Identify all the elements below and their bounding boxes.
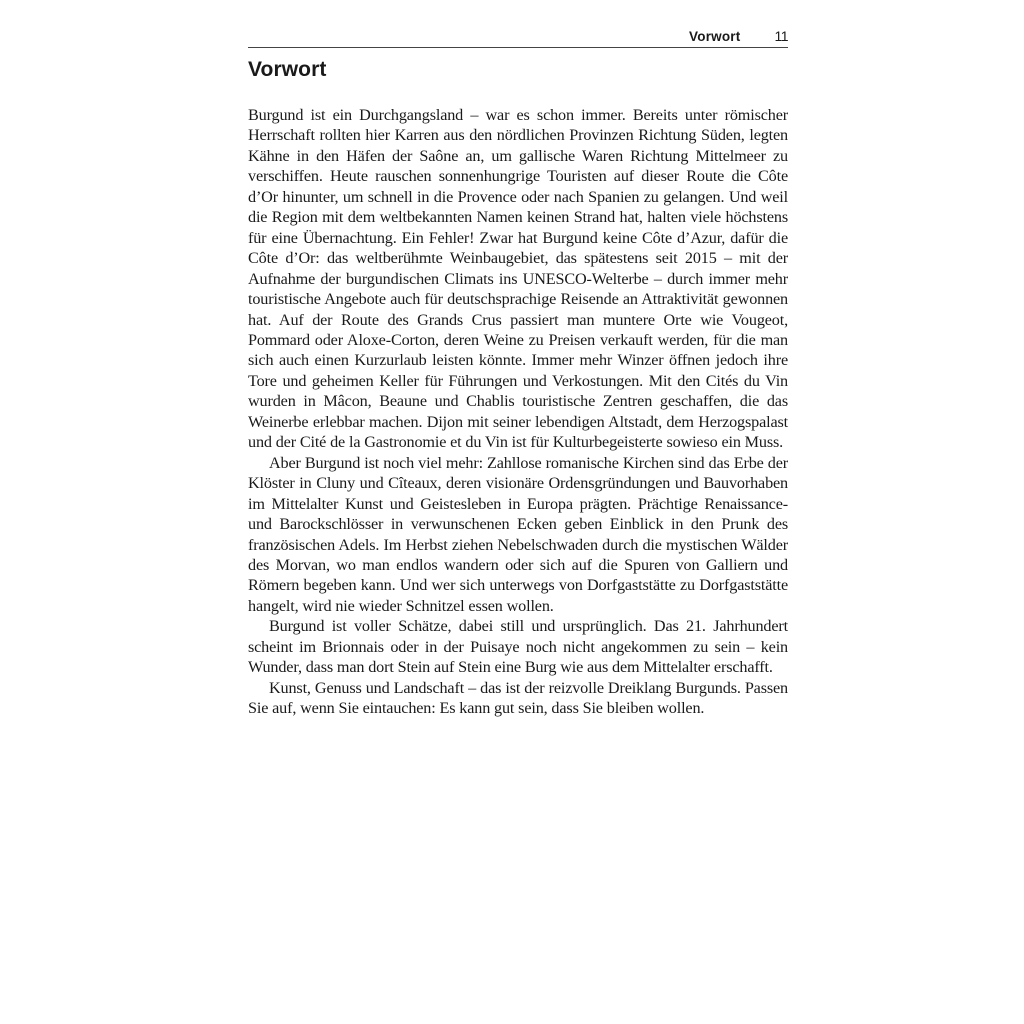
paragraph-1: Burgund ist ein Durchgangsland – war es schon immer. Bereits unter römischer Herrschaft rollten hier Karren aus den nördlichen Provinzen Richtung Süden, legten Kähne in den Häfen der Saône an, um gallische Waren Richtung Mittelmeer zu verschiffen. Heute rauschen sonnenhungrige Touristen auf dieser Route die Côte d’Or hinunter, um schnell in die Provence oder nach Spanien zu gelangen. Und weil die Region mit dem weltbekannten Namen keinen Strand hat, halten viele höchstens für eine Übernachtung. Ein Fehler! Zwar hat Burgund keine Côte d’Azur, dafür die Côte d’Or: das weltberühmte Weinbaugebiet, das spätestens seit 2015 – mit der Aufnahme der burgundischen Climats ins UNESCO-Welterbe – durch immer mehr touristische Angebote auch für deutschsprachige Reisende an Attraktivität gewonnen hat. Auf der Route des Grands Crus passiert man muntere Orte wie Vougeot, Pommard oder Aloxe-Corton, deren Weine zu Preisen verkauft werden, für die man sich auch einen Kurzurlaub leisten könnte. Immer mehr Winzer öffnen jedoch ihre Tore und geheimen Keller für Führungen und Verkostungen. Mit den Cités du Vin wurden in Mâcon, Beaune und Chablis touristische Zentren geschaffen, die das Weinerbe erlebbar machen. Dijon mit seiner lebendigen Altstadt, dem Herzogspalast und der Cité de la Gastronomie et du Vin ist für Kulturbegeisterte sowieso ein Muss. bbox=[248, 106, 788, 452]
chapter-title: Vorwort bbox=[248, 58, 327, 81]
page-number: 11 bbox=[774, 28, 788, 44]
paragraph-2: Aber Burgund ist noch viel mehr: Zahllose romanische Kirchen sind das Erbe der Klöster in Cluny und Cîteaux, deren visionäre Ordensgründungen und Bauvorhaben im Mittelalter Kunst und Geistesleben in Europa prägten. Prächtige Renaissance- und Barockschlösser in verwunschenen Ecken geben Einblick in den Prunk des französischen Adels. Im Herbst ziehen Nebelschwaden durch die mystischen Wälder des Morvan, wo man endlos wandern oder sich auf die Spuren von Galliern und Römern begeben kann. Und wer sich unterwegs von Dorfgaststätte zu Dorfgaststätte hangelt, wird nie wieder Schnitzel essen wollen. bbox=[248, 453, 788, 615]
running-header bbox=[248, 26, 788, 46]
paragraph-3: Burgund ist voller Schätze, dabei still und ursprünglich. Das 21. Jahrhundert scheint im Brionnais oder in der Puisaye noch nicht angekommen zu sein – kein Wunder, dass man dort Stein auf Stein eine Burg wie aus dem Mittelalter erschafft. bbox=[248, 617, 788, 677]
book-page bbox=[248, 26, 788, 719]
running-header-title: Vorwort bbox=[689, 29, 741, 44]
body-text bbox=[248, 105, 788, 719]
header-rule bbox=[248, 47, 788, 48]
paragraph-4: Kunst, Genuss und Landschaft – das ist der reizvolle Dreiklang Burgunds. Passen Sie auf, wenn Sie eintauchen: Es kann gut sein, dass Sie bleiben wollen. bbox=[248, 678, 788, 718]
